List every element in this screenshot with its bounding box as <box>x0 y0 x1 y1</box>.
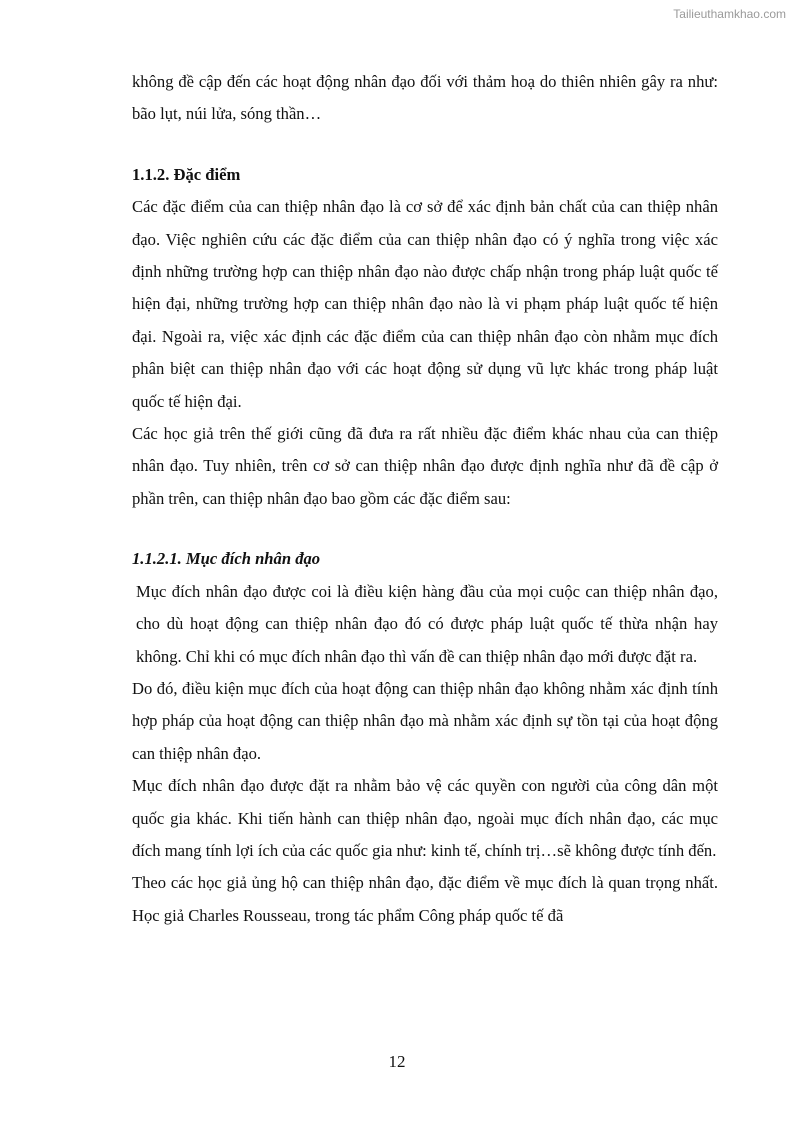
paragraph: Do đó, điều kiện mục đích của hoạt động can thiệp nhân đạo không nhằm xác định tính hợp pháp của hoạt động can thiệp nhân đạo mà nhằm xác định sự tồn tại của hoạt động can thiệp nhân đạo. <box>132 678 718 763</box>
paragraph: Mục đích nhân đạo được coi là điều kiện hàng đầu của mọi cuộc can thiệp nhân đạo, cho dù hoạt động can thiệp nhân đạo đó có được pháp luật quốc tế thừa nhận hay không. Chỉ khi có mục đích nhân đạo thì vấn đề can thiệp nhân đạo mới được đặt ra. <box>136 581 718 666</box>
paragraph: Các học giả trên thế giới cũng đã đưa ra rất nhiều đặc điểm khác nhau của can thiệp nhân đạo. Tuy nhiên, trên cơ sở can thiệp nhân đạo được định nghĩa như đã đề cập ở phần trên, can thiệp nhân đạo bao gồm các đặc điểm sau: <box>132 424 718 508</box>
section-heading: 1.1.2. Đặc điểm <box>132 164 241 184</box>
paragraph: Theo các học giả ủng hộ can thiệp nhân đạo, đặc điểm về mục đích là quan trọng nhất. Học giả Charles Rousseau, trong tác phẩm Công pháp quốc tế đã <box>132 873 718 925</box>
subsection-heading: 1.1.2.1. Mục đích nhân đạo <box>132 549 321 569</box>
page-number: 12 <box>388 1052 406 1071</box>
paragraph-continuation: không đề cập đến các hoạt động nhân đạo đối với thảm hoạ do thiên nhiên gây ra như: bão lụt, núi lửa, sóng thần… <box>132 72 718 124</box>
page-body <box>132 66 718 932</box>
paragraph: Các đặc điểm của can thiệp nhân đạo là cơ sở để xác định bản chất của can thiệp nhân đạo. Việc nghiên cứu các đặc điểm của can thiệp nhân đạo có ý nghĩa trong việc xác định những trường hợp can thiệp nhân đạo nào được chấp nhận trong pháp luật quốc tế hiện đại, những trường hợp can thiệp nhân đạo nào là vi phạm pháp luật quốc tế hiện đại. Ngoài ra, việc xác định các đặc điểm của can thiệp nhân đạo còn nhằm mục đích phân biệt can thiệp nhân đạo với các hoạt động sử dụng vũ lực khác trong pháp luật quốc tế hiện đại. <box>132 197 718 411</box>
paragraph: Mục đích nhân đạo được đặt ra nhằm bảo vệ các quyền con người của công dân một quốc gia khác. Khi tiến hành can thiệp nhân đạo, ngoài mục đích nhân đạo, các mục đích mang tính lợi ích của các quốc gia như: kinh tế, chính trị…sẽ không được tính đến. <box>132 776 718 860</box>
watermark: Tailieuthamkhao.com <box>673 7 786 21</box>
